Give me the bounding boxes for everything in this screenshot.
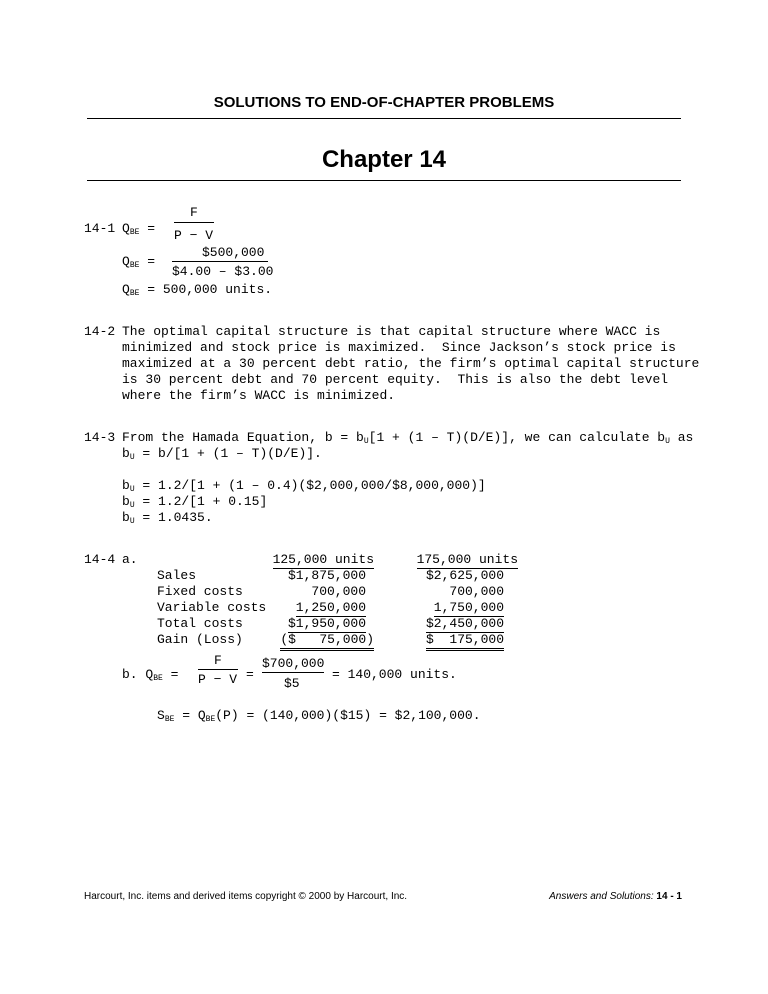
problem-number-14-1: 14-1	[84, 221, 116, 236]
fraction-denominator-price: $4.00 – $3.00	[172, 264, 274, 279]
part-b-label: b. $Q_{BE}$ =	[122, 667, 179, 683]
row-gain-c2: $ 175,000	[402, 632, 504, 651]
p3-line-1: From the Hamada Equation, $b = b_U[1 + (1 - T)(D/E)]$, we can calculate $b_U$ as	[122, 430, 694, 446]
p3-calc-1: $b_U = 1.2/[1 + (1$ – 0.4)($2,000,000/$8,000,000)]	[122, 478, 486, 494]
p2-line-1: The optimal capital structure is that capital structure where WACC is	[122, 324, 661, 339]
part-b-result: = 140,000 units.	[332, 667, 457, 682]
p2-line-4: is 30 percent debt and 70 percent equity. This is also the debt level	[122, 372, 669, 387]
row-label-variable: Variable costs	[157, 600, 267, 615]
part-b-bar-2	[262, 672, 324, 673]
qbe-result: $Q_{BE} = 500,000$ units.	[122, 282, 273, 298]
row-label-gain: Gain (Loss)	[157, 632, 243, 647]
qbe-label-1: $Q_{BE}$ =	[122, 221, 156, 237]
qbe-label-2: $Q_{BE}$ =	[122, 254, 156, 270]
part-b-numerator: $700,000	[262, 656, 325, 671]
row-total-c1: $1,950,000	[287, 616, 366, 631]
fraction-numerator-f: F	[190, 205, 198, 220]
part-b-eq: =	[246, 667, 254, 682]
row-sales-c2: $2,625,000	[425, 568, 504, 583]
footer-copyright: Harcourt, Inc. items and derived items copyright © 2000 by Harcourt, Inc.	[84, 891, 408, 902]
p3-calc-3: $b_U = 1.0435$.	[122, 510, 213, 526]
row-fixed-c2: 700,000	[449, 584, 504, 599]
part-b-denominator: $5	[284, 676, 300, 691]
row-variable-c2: 1,750,000	[433, 600, 504, 615]
row-variable-c1: 1,250,000	[295, 600, 366, 615]
header-rule	[87, 118, 681, 119]
page-header-title: SOLUTIONS TO END-OF-CHAPTER PROBLEMS	[213, 94, 555, 111]
fraction-bar-1	[174, 222, 214, 223]
row-label-sales: Sales	[157, 568, 197, 583]
chapter-rule	[87, 180, 681, 181]
row-label-fixed: Fixed costs	[157, 584, 243, 599]
col2-header: 175,000 units	[416, 552, 518, 567]
footer-page: Answers and Solutions: 14 - 1	[549, 891, 682, 902]
p2-line-3: maximized at a 30 percent debt ratio, the firm’s optimal capital structure	[122, 356, 700, 371]
problem-number-14-4: 14-4	[84, 552, 116, 567]
part-b-pv: P − V	[198, 672, 238, 687]
problem-number-14-3: 14-3	[84, 430, 116, 445]
p3-line-2: $b_U = b/[1 + (1 - T)(D/E)]$.	[122, 446, 322, 462]
row-fixed-c1: 700,000	[311, 584, 366, 599]
row-gain-c1: ($ 75,000)	[264, 632, 374, 651]
p3-calc-2: $b_U = 1.2/[1 + 0.15]$	[122, 494, 268, 510]
sbe-line: $S_{BE} = Q_{BE}(P)$ = (140,000)($15) = $2,100,000.	[157, 708, 481, 724]
part-a-label: a.	[122, 552, 138, 567]
p2-line-2: minimized and stock price is maximized. Since Jackson’s stock price is	[122, 340, 676, 355]
part-b-f: F	[214, 653, 222, 668]
p2-line-5: where the firm’s WACC is minimized.	[122, 388, 396, 403]
row-label-total: Total costs	[157, 616, 243, 631]
row-total-c2: $2,450,000	[425, 616, 504, 631]
fraction-denominator-pv: P − V	[174, 228, 214, 243]
chapter-title: Chapter 14	[321, 146, 447, 173]
fraction-bar-2	[172, 261, 268, 262]
part-b-bar-1	[198, 669, 238, 670]
fraction-numerator-500000: $500,000	[202, 245, 265, 260]
col1-header: 125,000 units	[272, 552, 374, 567]
problem-number-14-2: 14-2	[84, 324, 116, 339]
row-sales-c1: $1,875,000	[287, 568, 366, 583]
